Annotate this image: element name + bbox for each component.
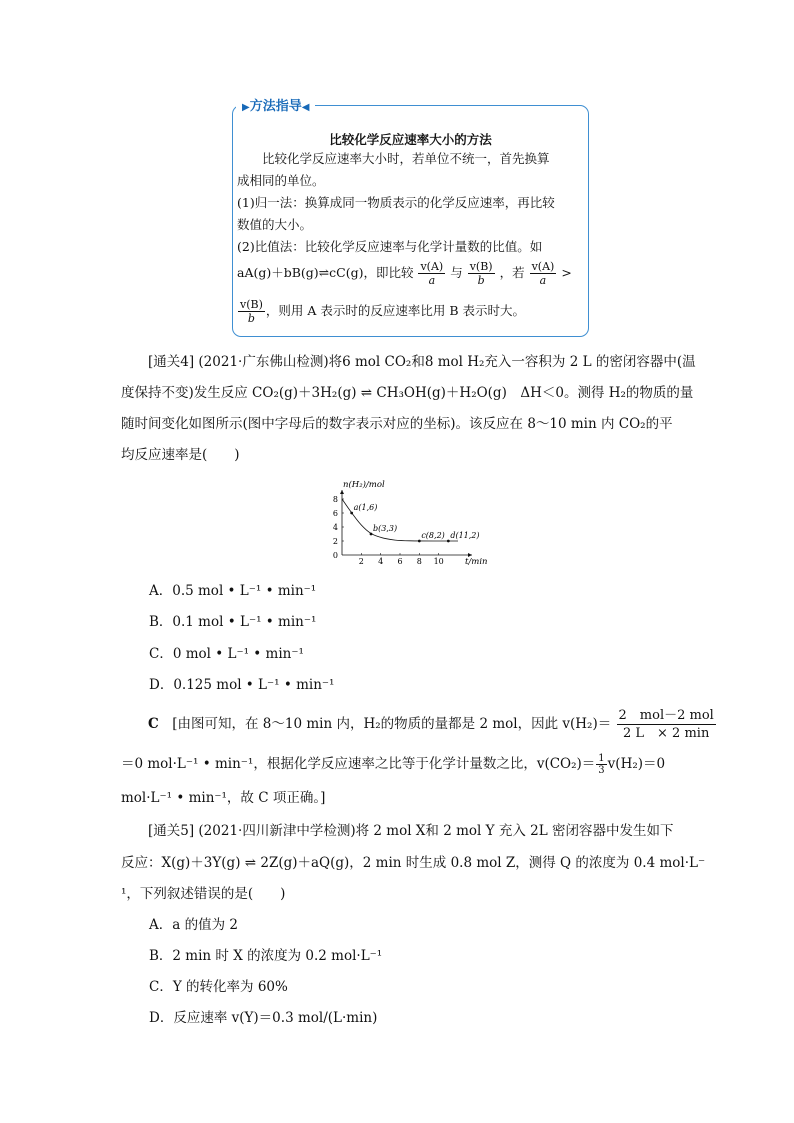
q4-line: 随时间变化如图所示(图中字母后的数字表示对应的坐标)。该反应在 8～10 min 内 CO₂的平 bbox=[121, 416, 673, 432]
fraction bbox=[468, 260, 495, 287]
x-tick-label: 4 bbox=[378, 557, 384, 566]
formula-post: ，若 bbox=[499, 265, 525, 280]
q4-answer-line: mol·L⁻¹ • min⁻¹，故 C 项正确。] bbox=[121, 790, 326, 806]
method-tag bbox=[236, 98, 315, 116]
fraction bbox=[596, 753, 606, 776]
fraction bbox=[418, 260, 445, 287]
h2-amount-chart bbox=[330, 478, 490, 570]
answer-text: [由图可知，在 8～10 min 内，H₂的物质的量都是 2 mol，因此 v(H₂)＝ bbox=[172, 716, 612, 732]
data-point bbox=[418, 540, 421, 543]
q5-line: [通关5] (2021·四川新津中学检测)将 2 mol X和 2 mol Y 充入 2L 密闭容器中发生如下 bbox=[148, 823, 674, 839]
q4-line: 均反应速率是( ) bbox=[121, 447, 240, 463]
x-tick-label: 8 bbox=[416, 557, 422, 566]
method-line: 数值的大小。 bbox=[237, 217, 313, 232]
method-last-line bbox=[237, 296, 525, 326]
fraction-numerator: v(B) bbox=[469, 260, 493, 273]
x-tick-label: 2 bbox=[358, 557, 364, 566]
fraction bbox=[530, 260, 557, 287]
method-title: 比较化学反应速率大小的方法 bbox=[329, 132, 492, 147]
q4-answer-line bbox=[121, 748, 665, 780]
fraction-denominator: b bbox=[477, 274, 485, 287]
fraction-denominator: 3 bbox=[598, 765, 605, 776]
fraction-numerator: 1 bbox=[598, 753, 605, 764]
fraction-numerator: v(A) bbox=[420, 260, 444, 273]
fraction-numerator: v(B) bbox=[240, 298, 263, 311]
q5-line: ¹，下列叙述错误的是( ) bbox=[121, 886, 286, 902]
fraction-denominator: 2 L × 2 min bbox=[623, 726, 710, 741]
formula-mid: 与 bbox=[450, 265, 463, 280]
fraction bbox=[238, 298, 265, 325]
q4-answer-line bbox=[148, 706, 717, 742]
method-last-text: ，则用 A 表示时的反应速率比用 B 表示时大。 bbox=[265, 303, 525, 318]
y-tick-label: 8 bbox=[332, 495, 338, 504]
arrow-right-icon: ▶ bbox=[242, 102, 250, 113]
q5-line: 反应：X(g)＋3Y(g) ⇌ 2Z(g)＋aQ(g)，2 min 时生成 0.8 mol Z，测得 Q 的浓度为 0.4 mol·L⁻ bbox=[121, 855, 706, 871]
q4-option-a[interactable]: A．0.5 mol • L⁻¹ • min⁻¹ bbox=[149, 583, 317, 599]
fraction-denominator: a bbox=[428, 274, 436, 287]
answer-letter: C bbox=[148, 716, 159, 732]
x-tick-label: 10 bbox=[433, 557, 444, 566]
x-axis-label: t/min bbox=[465, 557, 488, 567]
y-axis-label: n(H₂)/mol bbox=[343, 480, 385, 490]
method-formula-line bbox=[237, 258, 572, 288]
x-tick-label: 6 bbox=[397, 557, 403, 566]
y-tick-label: 4 bbox=[332, 523, 338, 532]
q4-option-c[interactable]: C．0 mol • L⁻¹ • min⁻¹ bbox=[149, 646, 304, 662]
formula-pre: aA(g)＋bB(g)⇌cC(g)，即比较 bbox=[237, 265, 414, 280]
data-point-label: a(1,6) bbox=[353, 503, 378, 512]
answer-text: v(H₂)＝0 bbox=[607, 756, 666, 772]
data-point bbox=[370, 533, 373, 536]
arrow-left-icon: ◀ bbox=[301, 102, 310, 113]
fraction-numerator: v(A) bbox=[531, 260, 555, 273]
data-point-label: b(3,3) bbox=[373, 524, 398, 533]
method-line: 比较化学反应速率大小时，若单位不统一，首先换算 bbox=[237, 151, 550, 166]
y-axis-arrow bbox=[340, 490, 344, 494]
y-tick-label: 6 bbox=[332, 509, 338, 518]
data-point bbox=[350, 512, 353, 515]
y-tick-label: 0 bbox=[332, 551, 338, 560]
q5-option-a[interactable]: A．a 的值为 2 bbox=[149, 917, 238, 933]
q5-option-d[interactable]: D．反应速率 v(Y)＝0.3 mol/(L·min) bbox=[149, 1010, 378, 1026]
q4-option-b[interactable]: B．0.1 mol • L⁻¹ • min⁻¹ bbox=[149, 614, 317, 630]
data-point-label: d(11,2) bbox=[450, 531, 480, 540]
y-tick-label: 2 bbox=[332, 537, 338, 546]
method-line: (1)归一法：换算成同一物质表示的化学反应速率，再比较 bbox=[237, 195, 555, 210]
q5-option-b[interactable]: B．2 min 时 X 的浓度为 0.2 mol·L⁻¹ bbox=[149, 948, 383, 964]
q4-line: 度保持不变)发生反应 CO₂(g)＋3H₂(g) ⇌ CH₃OH(g)＋H₂O(g) ΔH＜0。测得 H₂的物质的量 bbox=[121, 385, 694, 401]
q5-option-c[interactable]: C．Y 的转化率为 60% bbox=[149, 979, 288, 995]
q4-line: [通关4] (2021·广东佛山检测)将6 mol CO₂和8 mol H₂充入一容积为 2 L 的密闭容器中(温 bbox=[148, 354, 696, 370]
answer-text: ＝0 mol·L⁻¹ • min⁻¹，根据化学反应速率之比等于化学计量数之比，v(CO₂)＝ bbox=[121, 756, 596, 772]
data-point bbox=[447, 540, 450, 543]
method-line: (2)比值法：比较化学反应速率与化学计量数的比值。如 bbox=[237, 239, 543, 254]
data-point-label: c(8,2) bbox=[421, 531, 445, 540]
fraction-denominator: b bbox=[247, 312, 255, 325]
fraction-denominator: a bbox=[539, 274, 547, 287]
fraction-numerator: 2 mol－2 mol bbox=[618, 708, 714, 723]
fraction bbox=[617, 707, 716, 742]
greater-than: > bbox=[561, 265, 572, 280]
method-line: 成相同的单位。 bbox=[237, 173, 325, 188]
q4-option-d[interactable]: D．0.125 mol • L⁻¹ • min⁻¹ bbox=[149, 677, 335, 693]
method-tag-text: 方法指导 bbox=[249, 99, 302, 114]
